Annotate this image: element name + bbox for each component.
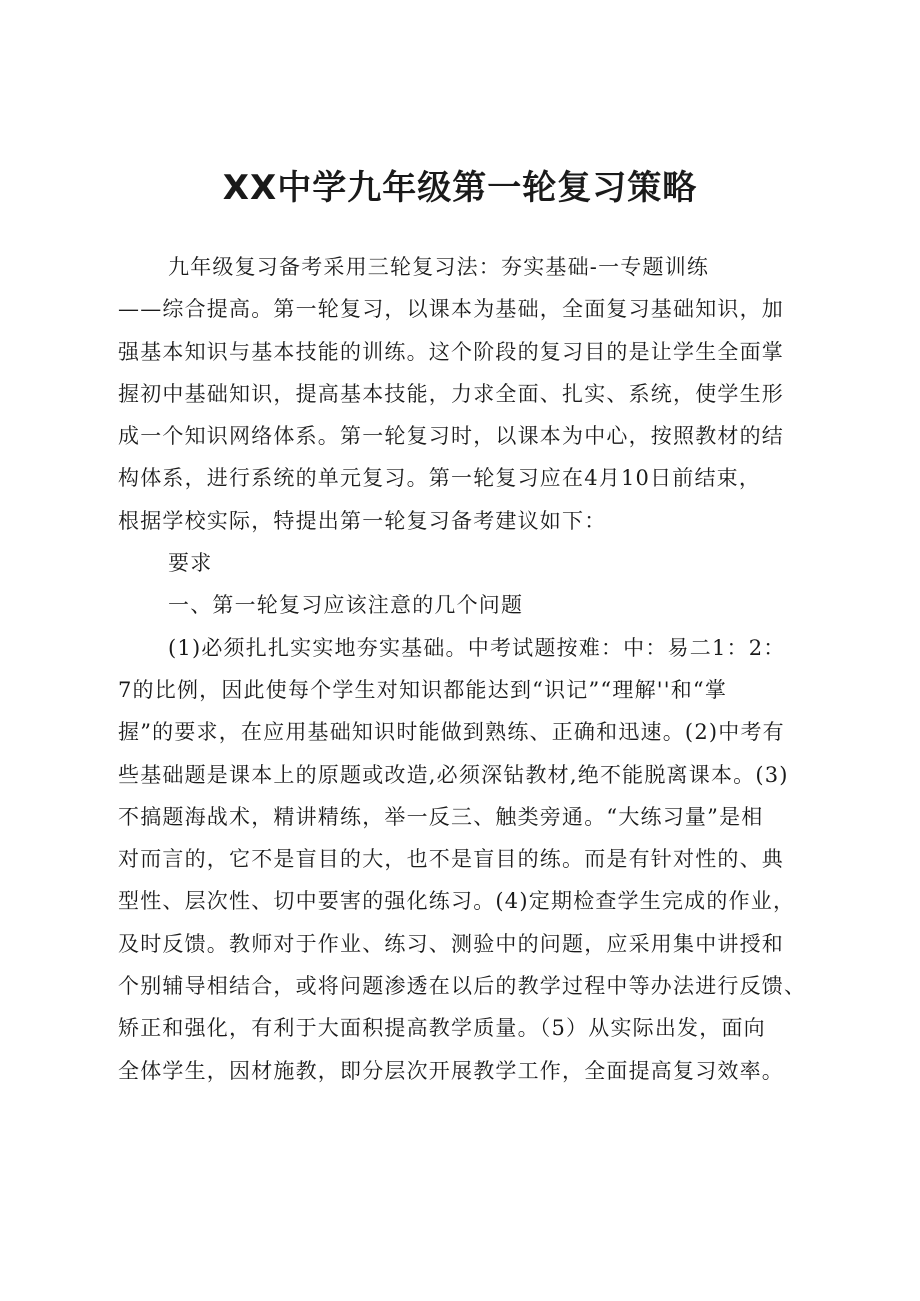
paragraph-line: (1)必须扎扎实实地夯实基础。中考试题按难：中：易二1：2： bbox=[168, 635, 786, 660]
paragraph-line: 握”的要求，在应用基础知识时能做到熟练、正确和迅速。(2)中考有 bbox=[118, 720, 785, 745]
paragraph-line: 7的比例，因此使每个学生对知识都能达到“识记”“理解''和“掌 bbox=[118, 677, 728, 702]
paragraph-line: 九年级复习备考采用三轮复习法：夯实基础-一专题训练 bbox=[168, 255, 710, 279]
paragraph-line: 根据学校实际，特提出第一轮复习备考建议如下： bbox=[118, 508, 607, 533]
paragraph-line: 成一个知识网络体系。第一轮复习时，以课本为中心，按照教材的结 bbox=[118, 424, 784, 449]
paragraph-line: 构体系，进行系统的单元复习。第一轮复习应在4月10日前结束， bbox=[118, 466, 762, 491]
paragraph-line: 矫正和强化，有利于大面积提高教学质量。（5）从实际出发，面向 bbox=[118, 1016, 766, 1041]
paragraph-line: 个别辅导相结合，或将问题渗透在以后的教学过程中等办法进行反馈、 bbox=[118, 974, 807, 999]
paragraph-line: 对而言的，它不是盲目的大，也不是盲目的练。而是有针对性的、典 bbox=[118, 847, 784, 872]
paragraph-line: 些基础题是课本上的原题或改造,必须深钻教材,绝不能脱离课本。(3) bbox=[118, 762, 789, 787]
paragraph-line: 强基本知识与基本技能的训练。这个阶段的复习目的是让学生全面掌 bbox=[118, 339, 784, 364]
document-title: XX中学九年级第一轮复习策略 bbox=[222, 168, 698, 208]
paragraph-line: ——综合提高。第一轮复习，以课本为基础，全面复习基础知识，加 bbox=[118, 297, 784, 322]
paragraph-line: 及时反馈。教师对于作业、练习、测验中的问题，应采用集中讲授和 bbox=[118, 931, 784, 956]
paragraph-line: 不搞题海战术，精讲精练，举一反三、触类旁通。“大练习量”是相 bbox=[118, 804, 764, 829]
section-heading: 一、第一轮复习应该注意的几个问题 bbox=[168, 593, 524, 618]
section-heading: 要求 bbox=[168, 551, 213, 576]
paragraph-line: 握初中基础知识，提高基本技能，力求全面、扎实、系统，使学生形 bbox=[118, 381, 784, 406]
document-body bbox=[118, 246, 808, 1092]
paragraph-line: 型性、层次性、切中要害的强化练习。(4)定期检查学生完成的作业， bbox=[118, 889, 796, 914]
paragraph-line: 全体学生，因材施教，即分层次开展教学工作，全面提高复习效率。 bbox=[118, 1058, 784, 1083]
